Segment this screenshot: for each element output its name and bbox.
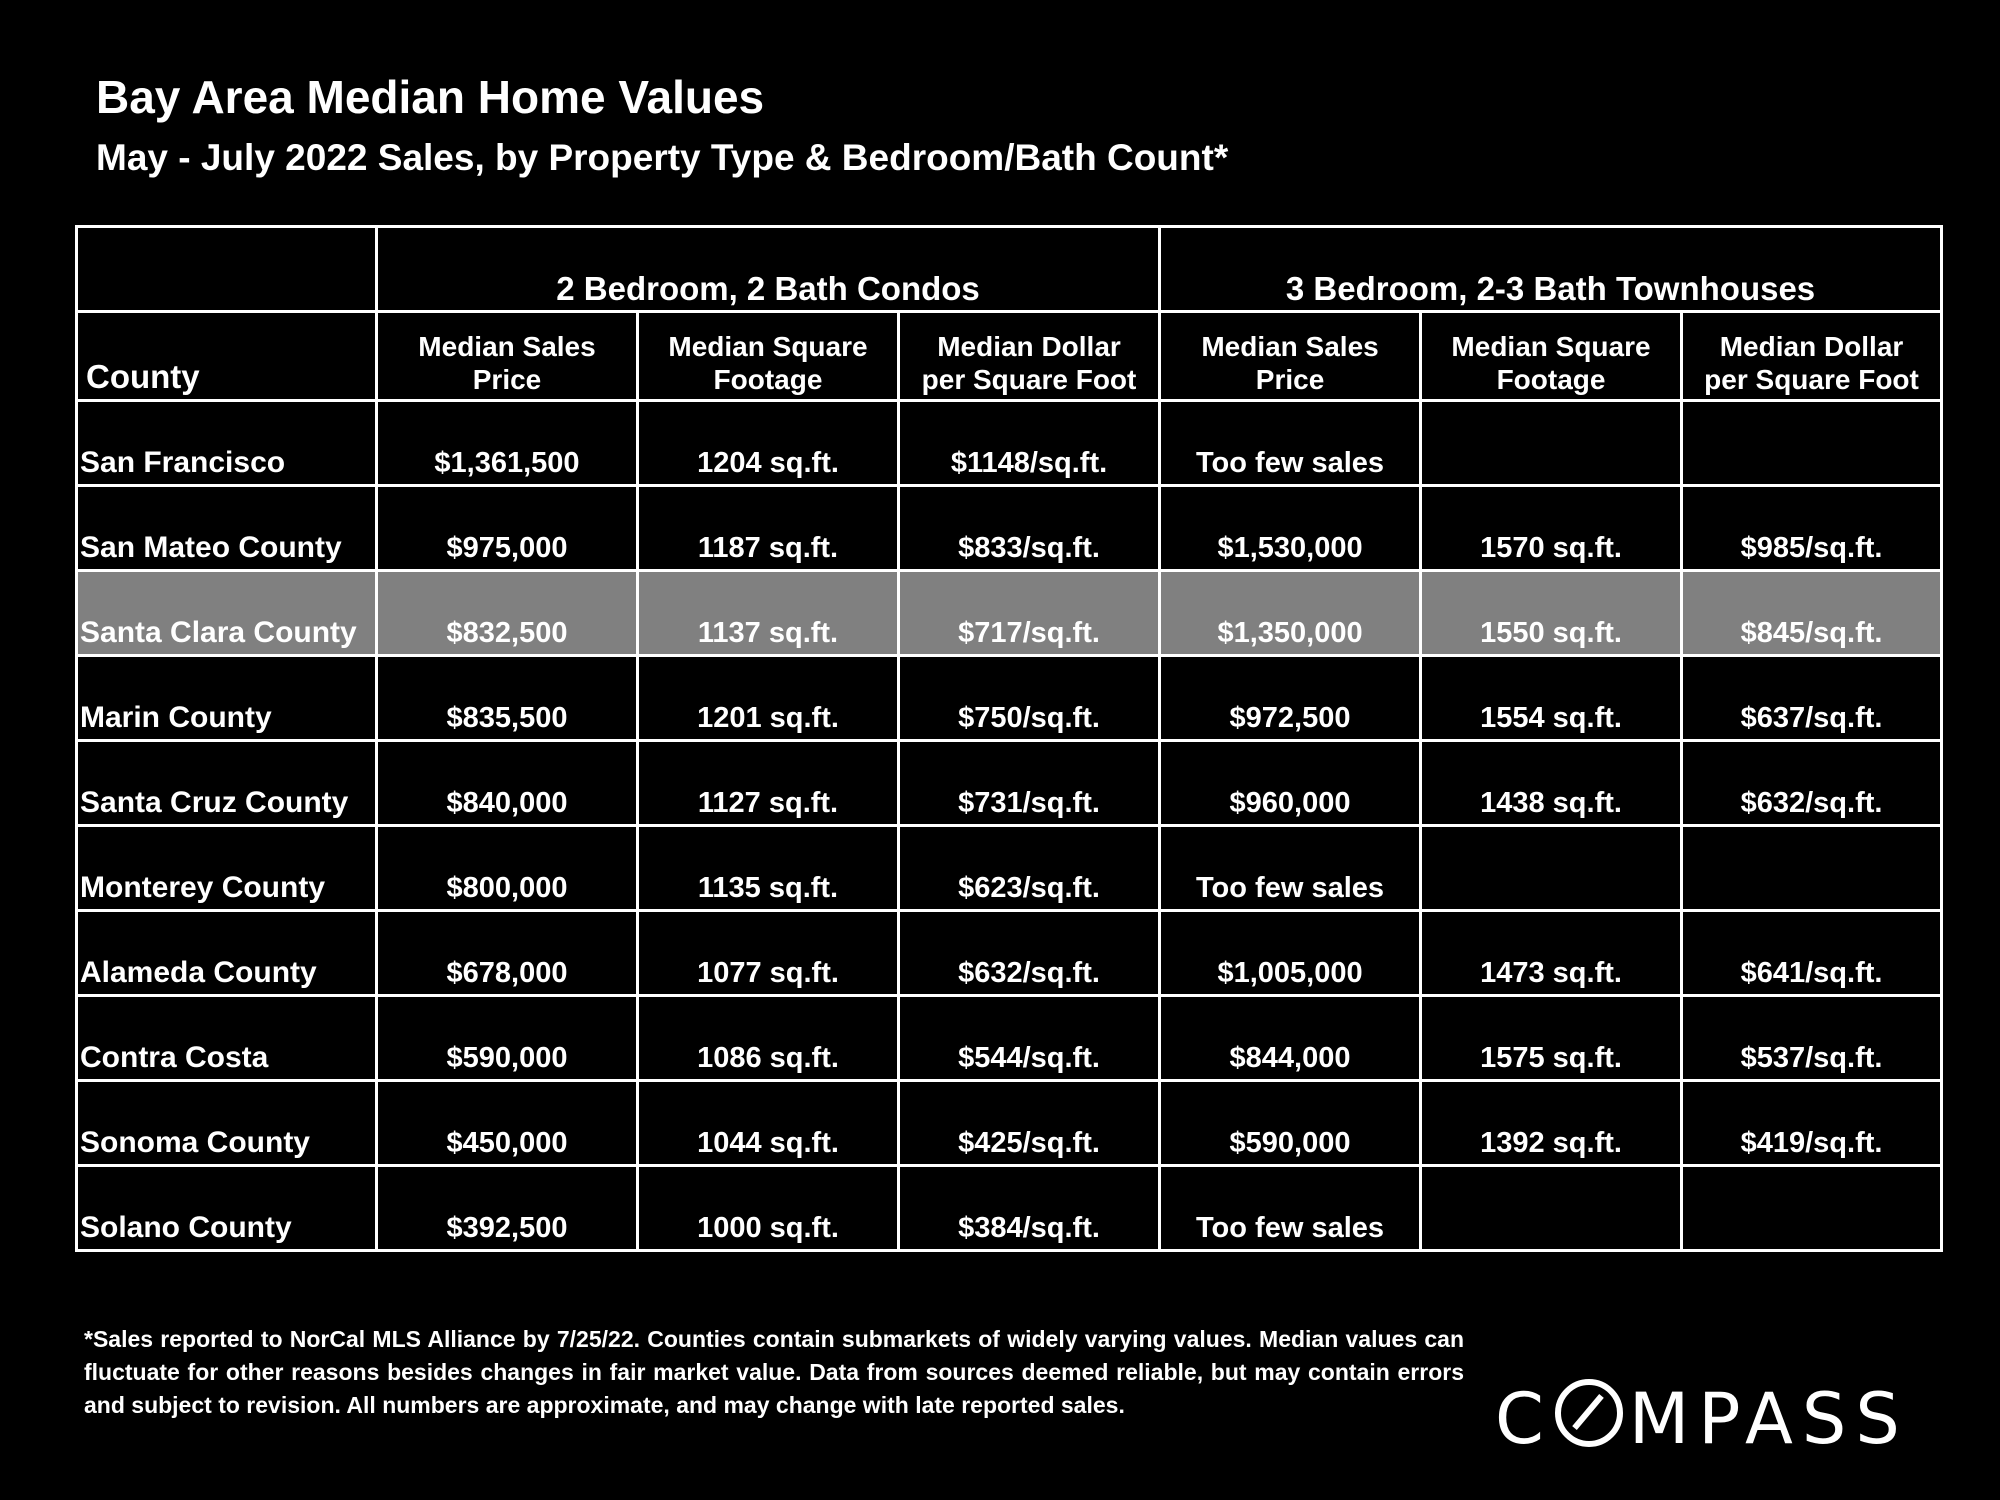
value-cell: $384/sq.ft. [899, 1166, 1160, 1251]
page-subtitle: May - July 2022 Sales, by Property Type & Bedroom/Bath Count* [96, 137, 1229, 178]
value-cell: Too few sales [1160, 1166, 1421, 1251]
value-cell: 1554 sq.ft. [1421, 656, 1682, 741]
value-cell: $641/sq.ft. [1682, 911, 1942, 996]
footnote: *Sales reported to NorCal MLS Alliance by 7/25/22. Counties contain submarkets of widely varying values. Median values can fluctuate for other reasons besides changes in fair market value. Data from sources deemed reliable, but may contain errors and subject to revision. All numbers are approximate, and may change with late reported sales. [84, 1326, 1464, 1418]
value-cell: $960,000 [1160, 741, 1421, 826]
value-cell: $972,500 [1160, 656, 1421, 741]
value-cell: 1187 sq.ft. [638, 486, 899, 571]
value-cell: 1204 sq.ft. [638, 401, 899, 486]
table-row [77, 741, 1942, 826]
table-row [77, 486, 1942, 571]
table-body [77, 401, 1942, 1251]
value-cell: $623/sq.ft. [899, 826, 1160, 911]
value-cell: $450,000 [377, 1081, 638, 1166]
value-cell: 1137 sq.ft. [638, 571, 899, 656]
value-cell: 1575 sq.ft. [1421, 996, 1682, 1081]
value-cell: $590,000 [1160, 1081, 1421, 1166]
value-cell: $632/sq.ft. [1682, 741, 1942, 826]
value-cell: $844,000 [1160, 996, 1421, 1081]
value-cell [1421, 1166, 1682, 1251]
value-cell: Too few sales [1160, 826, 1421, 911]
table-row [77, 1081, 1942, 1166]
county-cell: San Francisco [77, 401, 377, 486]
group-header-row [77, 227, 1942, 312]
value-cell: 1438 sq.ft. [1421, 741, 1682, 826]
county-cell: Monterey County [77, 826, 377, 911]
value-cell: $750/sq.ft. [899, 656, 1160, 741]
value-cell: $678,000 [377, 911, 638, 996]
county-cell: San Mateo County [77, 486, 377, 571]
column-header: Median Sales Price [377, 312, 638, 401]
compass-o-icon [1555, 1379, 1623, 1447]
value-cell: $392,500 [377, 1166, 638, 1251]
column-header: Median Square Footage [638, 312, 899, 401]
value-cell: $590,000 [377, 996, 638, 1081]
column-header: Median Dollar per Square Foot [899, 312, 1160, 401]
value-cell: $833/sq.ft. [899, 486, 1160, 571]
value-cell: $425/sq.ft. [899, 1081, 1160, 1166]
value-cell: $537/sq.ft. [1682, 996, 1942, 1081]
value-cell: $1,350,000 [1160, 571, 1421, 656]
value-cell: $800,000 [377, 826, 638, 911]
value-cell: 1077 sq.ft. [638, 911, 899, 996]
value-cell: 1473 sq.ft. [1421, 911, 1682, 996]
value-cell: $1,530,000 [1160, 486, 1421, 571]
table-row [77, 996, 1942, 1081]
table-row [77, 1166, 1942, 1251]
value-cell: $1148/sq.ft. [899, 401, 1160, 486]
table-row [77, 401, 1942, 486]
county-column-header: County [77, 312, 377, 401]
column-header: Median Square Footage [1421, 312, 1682, 401]
value-cell: $1,361,500 [377, 401, 638, 486]
value-cell: $717/sq.ft. [899, 571, 1160, 656]
value-cell: $985/sq.ft. [1682, 486, 1942, 571]
value-cell: 1135 sq.ft. [638, 826, 899, 911]
value-cell: $1,005,000 [1160, 911, 1421, 996]
value-cell [1682, 401, 1942, 486]
county-cell: Marin County [77, 656, 377, 741]
table-row [77, 911, 1942, 996]
value-cell: $544/sq.ft. [899, 996, 1160, 1081]
county-cell: Santa Cruz County [77, 741, 377, 826]
value-cell: $731/sq.ft. [899, 741, 1160, 826]
group-header-condos: 2 Bedroom, 2 Bath Condos [377, 227, 1160, 312]
empty-corner-cell [77, 227, 377, 312]
county-cell: Alameda County [77, 911, 377, 996]
county-cell: Santa Clara County [77, 571, 377, 656]
compass-logo: C MPASS [1495, 1378, 1909, 1460]
value-cell: 1086 sq.ft. [638, 996, 899, 1081]
page-title: Bay Area Median Home Values [96, 71, 765, 123]
county-cell: Sonoma County [77, 1081, 377, 1166]
value-cell: 1392 sq.ft. [1421, 1081, 1682, 1166]
column-header: Median Sales Price [1160, 312, 1421, 401]
value-cell: $832,500 [377, 571, 638, 656]
value-cell: $637/sq.ft. [1682, 656, 1942, 741]
value-cell: 1201 sq.ft. [638, 656, 899, 741]
value-cell: $975,000 [377, 486, 638, 571]
value-cell: $845/sq.ft. [1682, 571, 1942, 656]
table-row [77, 656, 1942, 741]
value-cell: $840,000 [377, 741, 638, 826]
group-header-townhouses: 3 Bedroom, 2-3 Bath Townhouses [1160, 227, 1942, 312]
value-cell: $835,500 [377, 656, 638, 741]
county-cell: Contra Costa [77, 996, 377, 1081]
value-cell: 1044 sq.ft. [638, 1081, 899, 1166]
value-cell: 1127 sq.ft. [638, 741, 899, 826]
value-cell [1682, 826, 1942, 911]
table-row [77, 571, 1942, 656]
value-cell: 1550 sq.ft. [1421, 571, 1682, 656]
value-cell: 1000 sq.ft. [638, 1166, 899, 1251]
column-header: Median Dollar per Square Foot [1682, 312, 1942, 401]
value-cell: Too few sales [1160, 401, 1421, 486]
home-values-table [75, 225, 1943, 1252]
county-cell: Solano County [77, 1166, 377, 1251]
value-cell: $419/sq.ft. [1682, 1081, 1942, 1166]
column-header-row [77, 312, 1942, 401]
value-cell [1421, 826, 1682, 911]
table-row [77, 826, 1942, 911]
value-cell [1682, 1166, 1942, 1251]
value-cell: $632/sq.ft. [899, 911, 1160, 996]
value-cell: 1570 sq.ft. [1421, 486, 1682, 571]
value-cell [1421, 401, 1682, 486]
